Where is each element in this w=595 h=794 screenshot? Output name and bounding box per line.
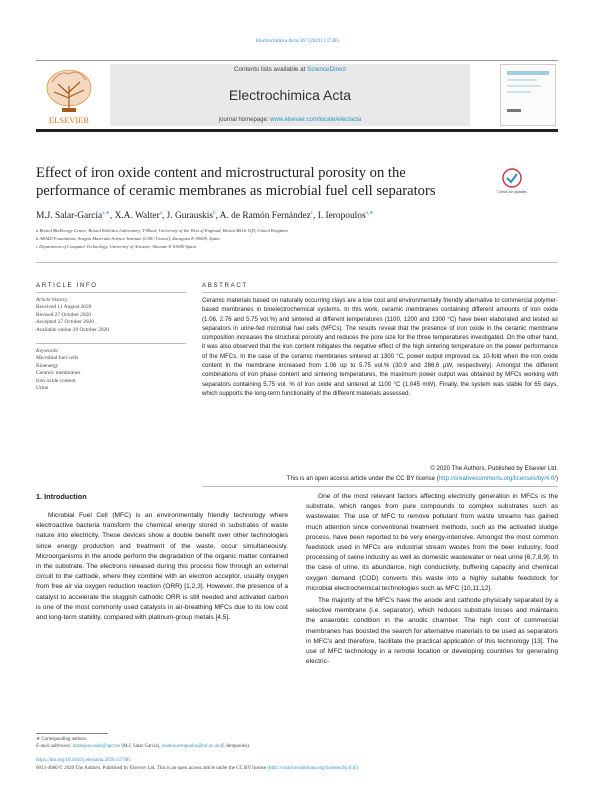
license-notice: This is an open access article under the CC BY license (http://creativecommons.org/licenses/by/4.0/) xyxy=(286,475,558,482)
issn-line: 0013-4686/© 2020 The Authors. Published by Elsevier Ltd. This is an open access article under the CC BY license (http://creativecommons.org/licenses/by/4.0/) xyxy=(36,766,359,771)
affiliation: c Department of Computer Technology, University of Alicante, Alicante E-03690 Spain xyxy=(36,244,196,249)
corresponding-authors-note: ∗ Corresponding authors. xyxy=(36,737,88,742)
author-list: M.J. Salar-García$^{a,∗}$, X.A. Walter$^a$, J. Gurauskis$^b$, A. de Ramón Fernández$^c$, I. Ieropoulos$^{a,∗}$ xyxy=(36,211,374,222)
author-name[interactable]: J. Gurauskis xyxy=(166,211,213,222)
keyword: Microbial fuel cells xyxy=(36,355,79,362)
elsevier-logo xyxy=(40,64,98,126)
history-item: Revised 27 October 2020 xyxy=(36,311,91,318)
abstract-heading: ABSTRACT xyxy=(202,282,248,289)
license-link[interactable]: (http://creativecommons.org/licenses/by/4.0/) xyxy=(267,766,359,771)
author-name[interactable]: I. Ieropoulos xyxy=(317,211,366,222)
contents-available: Contents lists available at ScienceDirect xyxy=(233,66,346,73)
article-history-label: Article history: xyxy=(36,297,69,303)
intro-paragraph: The majority of the MFC's have the anode and cathode physically separated by a selective membrane (i.e. separator), which reduces substrate losses and maintains the anaerobic condition in the anodic chamber. The high cost of commercial membranes has boosted the search for alternative materials to be used as separators in MFC's and therefore, facilitate the practical application of this technology [13]. The use of MFC technology in a remote location or developing countries for generating electric- xyxy=(306,597,558,666)
journal-homepage: journal homepage: www.elsevier.com/locate/electacta xyxy=(218,117,362,123)
keyword: Urine xyxy=(36,385,49,391)
intro-right-column xyxy=(306,492,558,667)
email-link[interactable]: mariajose.salar@upct.es xyxy=(72,744,121,749)
doi-link[interactable]: https://doi.org/10.1016/j.electacta.2020.137385 xyxy=(36,758,131,763)
email-addresses: E-mail addresses: mariajose.salar@upct.es (M.J. Salar-García), ioannis.ieropoulos@brl.ac.uk (I. Ieropoulos). xyxy=(36,744,251,749)
article-info-heading: ARTICLE INFO xyxy=(36,282,98,289)
divider xyxy=(36,262,558,263)
keyword: Iron oxide content xyxy=(36,377,76,384)
sciencedirect-link[interactable]: ScienceDirect xyxy=(307,66,346,73)
keyword: Ceramic membranes xyxy=(36,370,81,377)
email-link[interactable]: ioannis.ieropoulos@brl.ac.uk xyxy=(161,744,220,749)
journal-name: Electrochimica Acta xyxy=(228,87,352,103)
license-link[interactable]: http://creativecommons.org/licenses/by/4.0/ xyxy=(438,475,556,482)
author-name[interactable]: A. de Ramón Fernández xyxy=(219,211,311,222)
author-name[interactable]: M.J. Salar-García xyxy=(36,211,103,222)
divider xyxy=(36,292,186,293)
abstract-text: Ceramic materials based on naturally occurring clays are a low cost and environmentally friendly alternative to commercial polymer-based membranes in bioelectrochemical systems. In this work, ceramic membranes containing different amounts of iron oxide (1.06, 2.76 and 5.75 vol.%) and sintered at different temperatures (1100, 1200 and 1300 °C) have been elaborated and tested as separators in urine-fed microbial fuel cells (MFCs). The results reveal that the presence of iron oxide in the ceramic membrane composition increases the structural porosity and reduces the pore size for the three temperatures investigated. On the other hand, it was also observed that the iron content mitigates the negative effect of the high sintering temperature on the power performance of the MFCs. In the case of the ceramic membranes sintered at 1300 °C, power output improved ca. 10-fold when the iron oxide content in the membrane increased from 1.06 up to 5.75 vol.% (30.9 and 286.6 μW, respectively). Amongst the different combinations of iron phase content and sintering temperatures, the maximum power output was obtained by MFCs working with separators containing 5.75 vol. % of iron oxide and sintered at 1100 °C (1.045 mW). Finally, the system was stable for 65 days, which supports the long-term functionality of the different materials assessed. xyxy=(202,297,558,397)
journal-cover-thumbnail xyxy=(500,64,556,126)
keyword: Bioenergy xyxy=(36,362,59,369)
author-name[interactable]: X.A. Walter xyxy=(114,211,160,222)
history-item: Accepted 27 October 2020 xyxy=(36,319,94,326)
homepage-link[interactable]: www.elsevier.com/locate/electacta xyxy=(270,117,362,123)
footnote-divider xyxy=(36,733,108,734)
introduction-heading: 1. Introduction xyxy=(36,492,87,501)
divider xyxy=(202,292,558,293)
affiliation: a Bristol BioEnergy Centre, Bristol Robotics Laboratory, T-Block, University of the West of England, Bristol BS16 1QY, United Kingdom xyxy=(36,228,288,233)
affiliation: b ARAID Foundation, Aragón Materials Science Institute (CSIC-Unizar), Zaragoza E-50009, Spain xyxy=(36,236,220,241)
check-updates-icon xyxy=(503,169,521,187)
journal-reference[interactable]: Electrochimica Acta 367 (2021) 137385 xyxy=(255,38,340,44)
keywords-label: Keywords: xyxy=(36,348,60,354)
elsevier-wordmark: ELSEVIER xyxy=(48,115,90,125)
divider xyxy=(202,486,558,487)
intro-paragraph: One of the most relevant factors affecting electricity generation in MFCs is the substrate, which ranges from pure compounds to complex substrates such as wastewater. The use of MFC to remove pollutant from waste streams has gained much attention since conventional treatment methods, such as the activated sludge process, have been reported to be very energy-intensive. Amongst the most common feedstock used in MFCs are industrial stream wastes from the beer industry, food processing of swine industry as well as domestic wastewater or neat urine [6,7,8,9]. In the case of urine, its abundance, high conductivity, buffering capacity and chemical oxygen demand (COD) converts this waste into a highly suitable feedstock for microbial electrochemical technologies such as MFC [10,11,12]. xyxy=(306,493,558,592)
history-item: Received 11 August 2020 xyxy=(36,304,92,311)
intro-paragraph: Microbial Fuel Cell (MFC) is an environmentally friendly technology where electroactive bacteria transform the chemical energy stored in substrates of waste nature into electricity. These devices show a double benefit over other technologies since energy production and treatment of the waste, occur simultaneously. Microorganisms in the anode perform the degradation of the organic matter contained in the substrate. The electrons released during this process flow through an external circuit to the cathode, where they combine with an electron acceptor, usually oxygen from free air via oxygen reduction reaction (ORR) [1,2,3]. However, the presence of a catalyst to accelerate the sluggish cathodic ORR is still needed and activated carbon is one of the most commonly used catalysts in air-breathing MFCs due to its low cost and long-term stability, compared with platinum-group metals [4,5]. xyxy=(36,512,288,622)
check-for-updates-badge[interactable] xyxy=(497,168,527,198)
divider xyxy=(36,343,186,344)
copyright-notice: © 2020 The Authors. Published by Elsevier Ltd. xyxy=(430,465,558,472)
article-title: Effect of iron oxide content and microstructural porosity on the performance of ceramic membranes as microbial fuel cell separators xyxy=(36,165,436,199)
svg-text:Check for updates: Check for updates xyxy=(497,190,527,194)
history-item: Available online 29 October 2020 xyxy=(36,326,109,333)
